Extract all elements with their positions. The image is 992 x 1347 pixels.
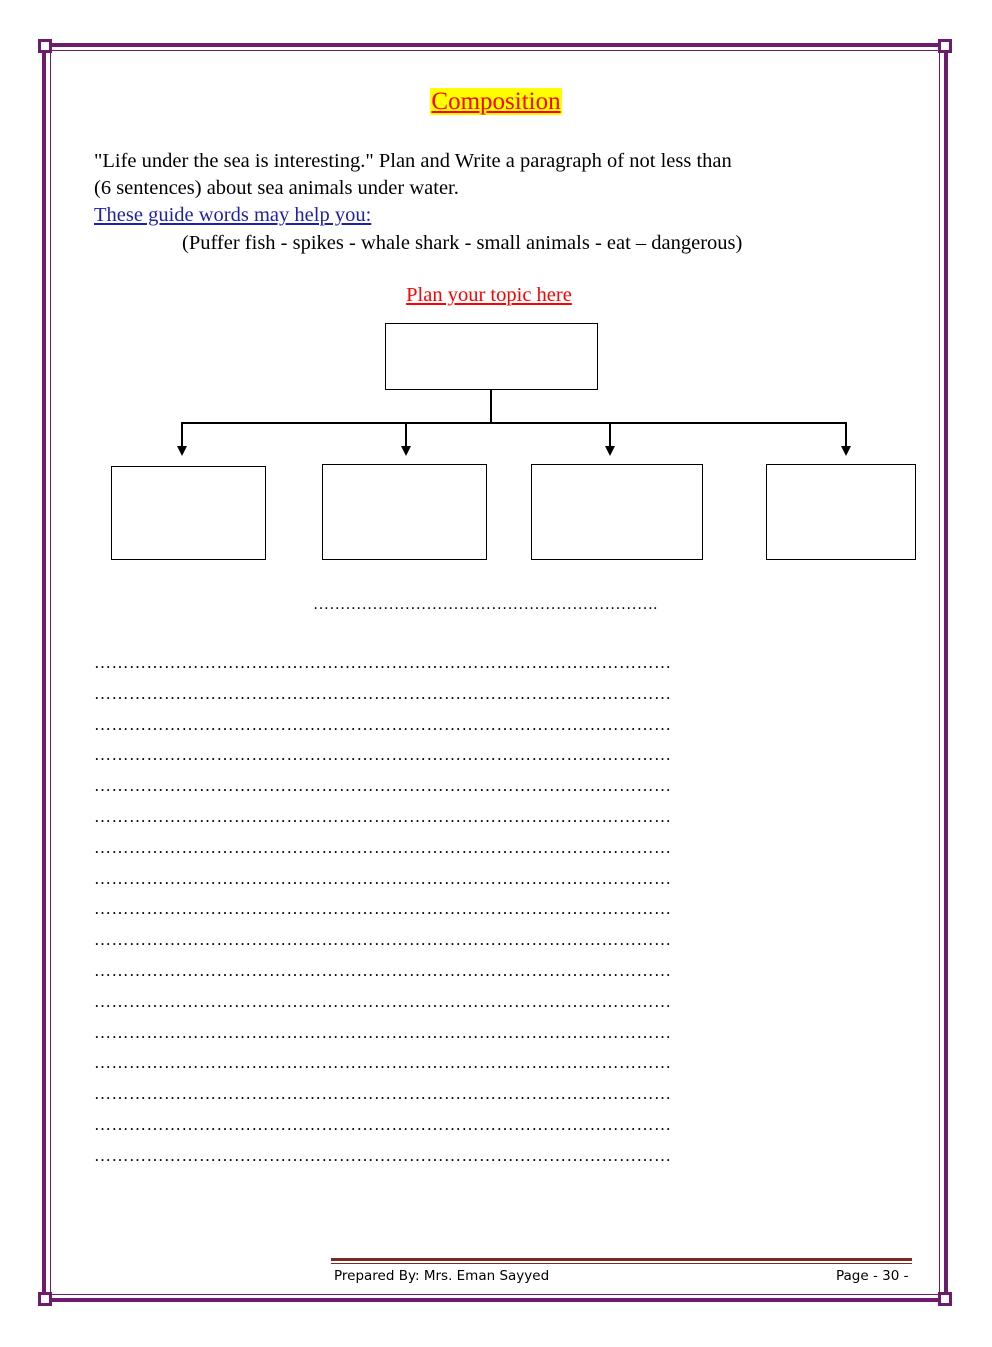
connector-branch-2 bbox=[405, 422, 407, 446]
subtopic-box-1[interactable] bbox=[111, 466, 266, 560]
writing-line[interactable]: ……………………………………………………………………………………… bbox=[94, 683, 672, 703]
writing-line[interactable]: ……………………………………………………………………………………… bbox=[94, 868, 672, 888]
border-corner-top-left bbox=[38, 39, 52, 53]
writing-line[interactable]: ……………………………………………………………………………………… bbox=[94, 806, 672, 826]
connector-branch-1 bbox=[181, 422, 183, 446]
border-corner-bottom-right bbox=[938, 1292, 952, 1306]
writing-line[interactable]: ……………………………………………………………………………………… bbox=[94, 930, 672, 950]
writing-line[interactable]: ……………………………………………………………………………………… bbox=[94, 899, 672, 919]
arrow-down-icon bbox=[605, 446, 615, 456]
page-title bbox=[0, 86, 992, 118]
topic-title-line[interactable]: ………………………………………………………. bbox=[313, 596, 658, 613]
subtopic-box-3[interactable] bbox=[531, 464, 703, 560]
writing-line[interactable]: ……………………………………………………………………………………… bbox=[94, 1114, 672, 1134]
writing-line[interactable]: ……………………………………………………………………………………… bbox=[94, 653, 672, 672]
writing-line[interactable]: ……………………………………………………………………………………… bbox=[94, 960, 672, 980]
writing-line[interactable]: ……………………………………………………………………………………… bbox=[94, 745, 672, 765]
writing-line[interactable]: ……………………………………………………………………………………… bbox=[94, 1022, 672, 1042]
writing-area bbox=[94, 648, 888, 1172]
guide-words-heading: These guide words may help you: bbox=[94, 204, 372, 226]
writing-line[interactable]: ……………………………………………………………………………………… bbox=[94, 1084, 672, 1104]
subtopic-box-4[interactable] bbox=[766, 464, 916, 560]
footer-rule-thin bbox=[331, 1263, 912, 1264]
writing-line[interactable]: ……………………………………………………………………………………… bbox=[94, 1145, 672, 1165]
arrow-down-icon bbox=[841, 446, 851, 456]
prompt-line-2: (6 sentences) about sea animals under water. bbox=[94, 177, 459, 199]
connector-branch-3 bbox=[609, 422, 611, 446]
writing-line[interactable]: ……………………………………………………………………………………… bbox=[94, 1053, 672, 1073]
border-corner-top-right bbox=[938, 39, 952, 53]
writing-line[interactable]: ……………………………………………………………………………………… bbox=[94, 714, 672, 734]
connector-stem bbox=[490, 390, 492, 423]
footer-rule-thick bbox=[331, 1258, 912, 1261]
connector-branch-4 bbox=[845, 422, 847, 446]
guide-words-list: (Puffer fish - spikes - whale shark - small animals - eat – dangerous) bbox=[182, 232, 743, 254]
writing-line[interactable]: ……………………………………………………………………………………… bbox=[94, 837, 672, 857]
border-corner-bottom-left bbox=[38, 1292, 52, 1306]
footer-page-number: Page - 30 - bbox=[836, 1268, 909, 1284]
subtopic-box-2[interactable] bbox=[322, 464, 487, 560]
prompt-line-1: "Life under the sea is interesting." Plan and Write a paragraph of not less than bbox=[94, 150, 732, 172]
page-title-text: Composition bbox=[431, 88, 561, 115]
footer-author: Prepared By: Mrs. Eman Sayyed bbox=[334, 1268, 550, 1284]
plan-heading: Plan your topic here bbox=[406, 284, 572, 306]
arrow-down-icon bbox=[177, 446, 187, 456]
writing-line[interactable]: ……………………………………………………………………………………… bbox=[94, 776, 672, 796]
connector-bar bbox=[182, 422, 847, 424]
main-topic-box[interactable] bbox=[385, 323, 598, 390]
writing-line[interactable]: ……………………………………………………………………………………… bbox=[94, 991, 672, 1011]
arrow-down-icon bbox=[401, 446, 411, 456]
